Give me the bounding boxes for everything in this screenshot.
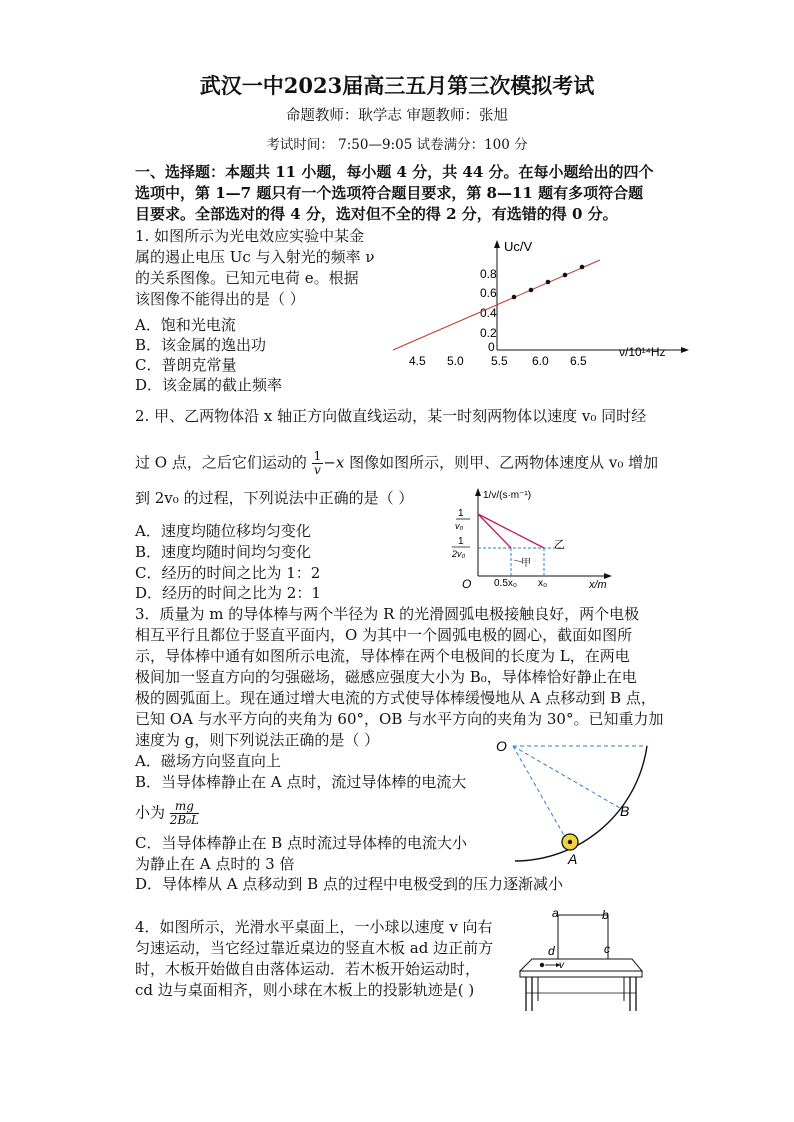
q2-line-jia (478, 514, 511, 548)
q3-fraction-num: mg (170, 800, 199, 814)
q4-table-top (520, 959, 642, 971)
q1-data-point (546, 280, 551, 285)
q3-line4: 极间加一竖直方向的匀强磁场，磁感应强度大小为 B₀，导体棒恰好静止在电 (135, 668, 637, 686)
q1-xtick: 6.5 (570, 354, 587, 368)
q3-option-c-cont: 为静止在 A 点时的 3 倍 (135, 855, 295, 873)
q3-figure (490, 736, 670, 868)
q4-label-b: b (602, 908, 609, 922)
q4-label-a: a (552, 906, 559, 920)
q1-x-label: ν/10¹⁴Hz (619, 345, 666, 359)
q1-data-point (580, 265, 585, 270)
q2-series-b: 乙 (554, 539, 565, 551)
q2-series-a: 甲 (521, 558, 531, 569)
q1-ytick: 0 (488, 340, 495, 354)
q2-origin: O (462, 577, 472, 591)
q2-option-d: D．经历的时间之比为 2：1 (135, 584, 321, 602)
q1-line2: 属的遏止电压 Uc 与入射光的频率 ν (135, 248, 375, 266)
q4-label-v: v (559, 960, 564, 971)
q3-option-b-prefix: 小为 (135, 803, 166, 822)
q3-line1: 3．质量为 m 的导体棒与两个半径为 R 的光滑圆弧电极接触良好，两个电极 (135, 605, 640, 623)
q2-ytick-1-den: v₀ (455, 521, 464, 531)
q1-line3: 的关系图像。已知元电荷 e。根据 (135, 269, 359, 287)
q1-line4: 该图像不能得出的是（ ） (135, 290, 305, 308)
q1-data-point (512, 295, 517, 300)
q2-y-label: 1/v/(s·m⁻¹) (483, 490, 532, 501)
q3-fraction-den: 2B₀L (169, 813, 200, 827)
q1-ytick: 0.4 (480, 306, 497, 320)
q3-option-b-cont (135, 800, 199, 827)
section1-line1: 一、选择题：本题共 11 小题，每小题 4 分，共 44 分。在每小题给出的四个 (135, 163, 654, 181)
q4-figure (512, 905, 652, 1017)
q1-option-d: D．该金属的截止频率 (135, 376, 283, 394)
q2-xtick-half: 0.5x₀ (494, 578, 518, 589)
q1-ytick: 0.6 (480, 286, 497, 300)
q1-xtick: 4.5 (409, 354, 426, 368)
q4-label-d: d (548, 944, 555, 958)
q2-line2-start: 过 O 点，之后它们运动的 (135, 453, 307, 472)
q3-label-o: O (496, 738, 507, 754)
q2-line1: 2. 甲、乙两物体沿 x 轴正方向做直线运动，某一时刻两物体以速度 v₀ 同时经 (135, 407, 647, 425)
q4-line1: 4．如图所示，光滑水平桌面上，一小球以速度 v 向右 (135, 918, 493, 936)
q2-ytick-2-den: 2v₀ (452, 549, 466, 559)
q2-x-label: x/m (589, 579, 607, 591)
q1-ytick: 0.8 (480, 267, 497, 281)
q3-line5: 极的圆弧面上。现在通过增大电流的方式使导体棒缓慢地从 A 点移动到 B 点， (135, 689, 656, 707)
q1-data-point (563, 273, 568, 278)
q4-ball (540, 963, 544, 967)
q2-option-a: A．速度均随位移均匀变化 (135, 522, 311, 540)
q2-line-yi (478, 514, 544, 548)
q2-ytick-1: 1 (458, 508, 464, 519)
q4-line2: 匀速运动，当它经过靠近桌边的竖直木板 ad 边正前方 (135, 939, 494, 957)
q3-option-a: A．磁场方向竖直向上 (135, 752, 281, 770)
teachers-line: 命题教师：耿学志 审题教师：张旭 (285, 108, 509, 124)
q2-line2-end: 图像如图所示，则甲、乙两物体速度从 v₀ 增加 (349, 453, 659, 472)
q4-line4: cd 边与桌面相齐，则小球在木板上的投影轨迹是( ) (135, 981, 475, 999)
section1-line2: 选项中，第 1—7 题只有一个选项符合题目要求，第 8—11 题有多项符合题 (135, 184, 644, 202)
q2-option-c: C．经历的时间之比为 1：2 (135, 564, 321, 582)
q3-label-b: B (620, 803, 630, 819)
exam-info: 考试时间： 7:50—9:05 试卷满分：100 分 (266, 137, 528, 153)
q3-line7: 速度为 g，则下列说法正确的是（ ） (135, 731, 380, 749)
q3-option-d: D．导体棒从 A 点移动到 B 点的过程中电极受到的压力逐渐减小 (135, 875, 563, 893)
q1-xtick: 6.0 (532, 354, 549, 368)
q1-option-b: B．该金属的逸出功 (135, 336, 267, 354)
q3-option-c: C．当导体棒静止在 B 点时流过导体棒的电流大小 (135, 834, 468, 852)
q2-graph (448, 482, 618, 592)
q1-graph (385, 232, 700, 372)
q3-current-fraction (170, 800, 199, 827)
q1-data-point (529, 288, 534, 293)
q1-option-a: A．饱和光电流 (135, 316, 236, 334)
q1-y-label: Uc/V (504, 239, 533, 254)
q2-line2: 过 O 点，之后它们运动的 $\frac{1}{v}$ −x 图像如图所示，则甲、乙两物体速度从 v₀ 增加 (135, 449, 659, 477)
q2-inverse-v-fraction: $\frac{1}{v}$ (313, 449, 322, 477)
q2-xtick-full: x₀ (538, 578, 548, 589)
q4-wooden-board (558, 915, 608, 959)
section1-line3: 目要求。全部选对的得 4 分，选对但不全的得 2 分，有选错的得 0 分。 (135, 205, 618, 223)
q1-xtick: 5.0 (447, 354, 464, 368)
q3-line3: 示，导体棒中通有如图所示电流，导体棒在两个电极间的长度为 L，在两电 (135, 647, 630, 665)
page-title: 武汉一中2023届高三五月第三次模拟考试 (199, 73, 595, 98)
q1-option-c: C．普朗克常量 (135, 356, 237, 374)
q2-line3: 到 2v₀ 的过程，下列说法中正确的是（ ） (135, 489, 414, 507)
q3-line6: 已知 OA 与水平方向的夹角为 60°，OB 与水平方向的夹角为 30°。已知重力加 (135, 710, 664, 728)
q3-line2: 相互平行且都位于竖直平面内，O 为其中一个圆弧电极的圆心，截面如图所 (135, 626, 633, 644)
q1-xtick: 5.5 (491, 354, 508, 368)
q1-line1: 1. 如图所示为光电效应实验中某金 (135, 227, 365, 245)
q4-line3: 时，木板开始做自由落体运动．若木板开始运动时， (135, 960, 481, 978)
q3-option-b: B．当导体棒静止在 A 点时，流过导体棒的电流大 (135, 773, 467, 791)
q4-label-c: c (604, 942, 610, 956)
q2-ytick-2: 1 (458, 536, 464, 547)
q1-ytick: 0.2 (480, 326, 497, 340)
q3-label-a: A (568, 851, 578, 867)
q2-option-b: B．速度均随时间均匀变化 (135, 543, 312, 561)
